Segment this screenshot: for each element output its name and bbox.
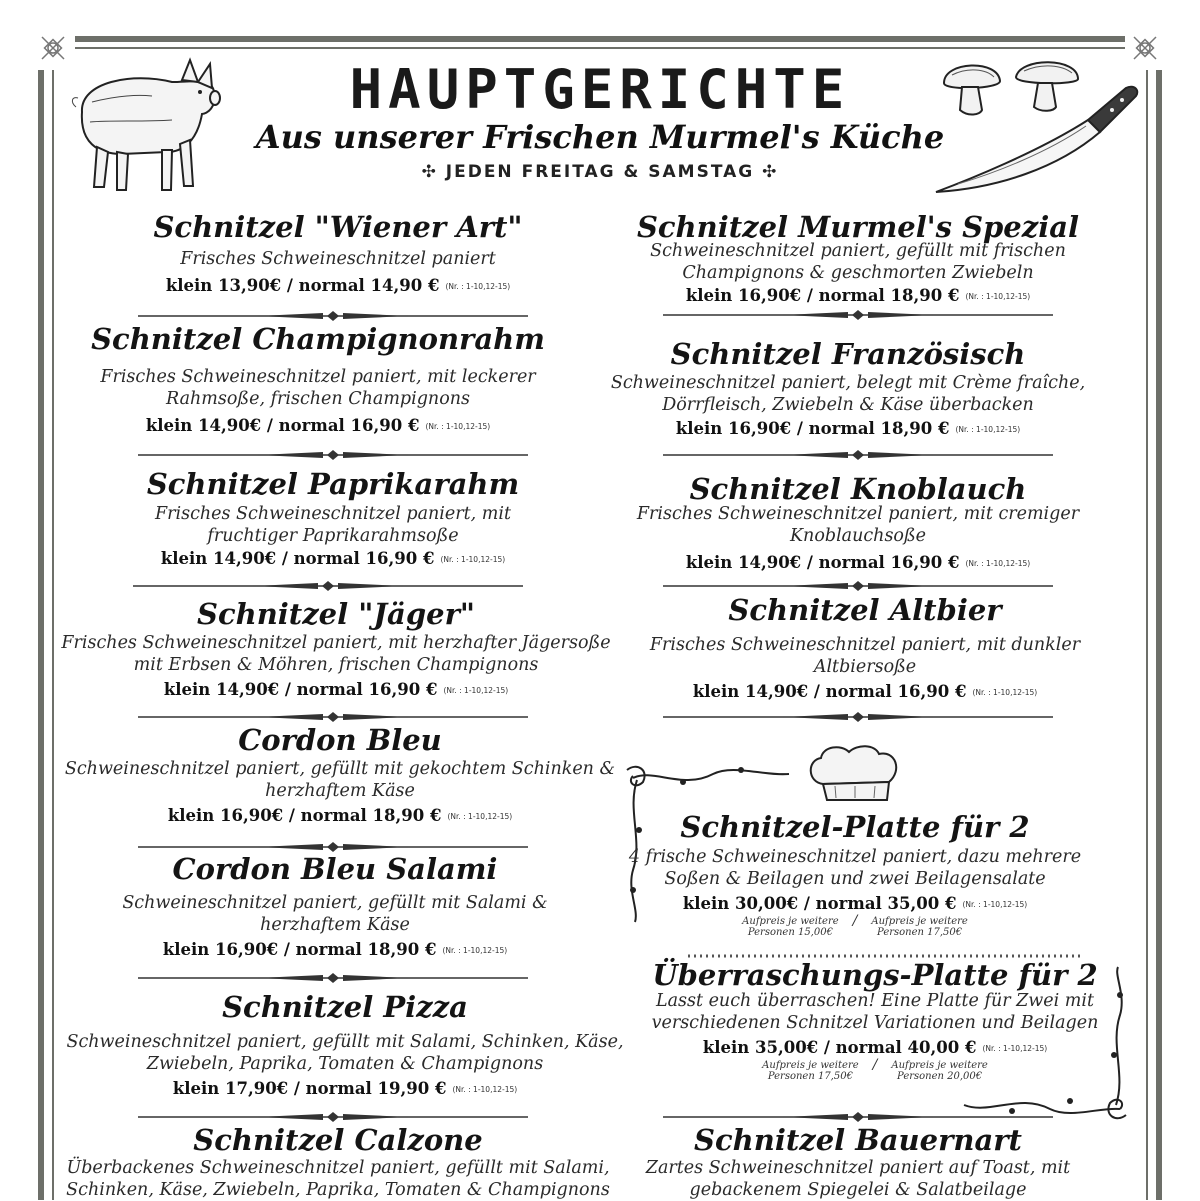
- allergen-note: (Nr. : 1-10,12-15): [972, 688, 1038, 697]
- allergen-note: (Nr. : 1-10,12-15): [452, 1085, 518, 1094]
- menu-item: [63, 467, 603, 568]
- item-description: Soßen & Beilagen und zwei Beilagensalate: [664, 869, 1046, 889]
- section-divider: [663, 449, 1053, 461]
- frame-left-rule-1: [38, 70, 44, 1200]
- item-name: Schnitzel Champignonrahm: [91, 322, 545, 356]
- item-name: Schnitzel-Platte für 2: [680, 810, 1030, 844]
- menu-item: [58, 597, 614, 699]
- item-price: klein 35,00€ / normal 40,00 € (Nr. : 1-10,12-15): [702, 1038, 1048, 1057]
- item-description: fruchtiger Paprikarahmsoße: [207, 526, 459, 546]
- surcharge-left: Personen 17,50€: [767, 1071, 853, 1082]
- item-name: Schnitzel "Wiener Art": [153, 210, 523, 244]
- surcharge-left: Personen 15,00€: [747, 927, 833, 938]
- allergen-note: (Nr. : 1-10,12-15): [442, 946, 508, 955]
- item-name: Überraschungs-Platte für 2: [652, 958, 1098, 992]
- menu-item: [58, 1123, 618, 1201]
- item-description: Schweineschnitzel paniert, gefüllt mit Salami &: [122, 893, 548, 913]
- allergen-note: (Nr. : 1-10,12-15): [955, 425, 1021, 434]
- item-name: Schnitzel Französisch: [670, 337, 1026, 371]
- section-divider: [138, 711, 528, 723]
- item-description: Überbackenes Schweineschnitzel paniert, gefüllt mit Salami,: [66, 1158, 610, 1178]
- menu-item: [598, 1123, 1118, 1201]
- allergen-note: (Nr. : 1-10,12-15): [965, 292, 1031, 301]
- item-name: Schnitzel "Jäger": [197, 597, 475, 631]
- item-description: mit Erbsen & Möhren, frischen Champignons: [133, 655, 539, 675]
- page-subtitle: Aus unserer Frischen Murmel's Küche: [255, 118, 945, 156]
- section-divider: [663, 1111, 1053, 1123]
- section-divider: [138, 841, 528, 853]
- menu-item: [598, 472, 1118, 572]
- item-description: gebackenem Spiegelei & Salatbeilage: [689, 1180, 1027, 1200]
- surcharge-info: [615, 1057, 1135, 1082]
- surcharge-separator: /: [852, 913, 858, 929]
- section-divider: [663, 309, 1053, 321]
- surcharge-left: Aufpreis je weitere: [762, 1060, 859, 1071]
- allergen-note: (Nr. : 1-10,12-15): [445, 282, 511, 291]
- section-divider: [663, 580, 1053, 592]
- item-description: Rahmsoße, frischen Champignons: [166, 389, 470, 409]
- item-description: Schinken, Käse, Zwiebeln, Paprika, Tomaten & Champignons: [66, 1180, 610, 1200]
- menu-item: [48, 322, 588, 435]
- allergen-note: (Nr. : 1-10,12-15): [443, 686, 509, 695]
- section-divider: [138, 972, 528, 984]
- allergen-note: (Nr. : 1-10,12-15): [425, 422, 491, 431]
- menu-item: [615, 958, 1135, 1082]
- menu-item: [588, 337, 1108, 438]
- item-price: klein 17,90€ / normal 19,90 € (Nr. : 1-10,12-15): [172, 1079, 518, 1098]
- item-price: klein 16,90€ / normal 18,90 € (Nr. : 1-10,12-15): [162, 940, 508, 959]
- surcharge-separator: /: [872, 1057, 878, 1073]
- section-divider: [133, 580, 523, 592]
- item-name: Schnitzel Murmel's Spezial: [636, 210, 1080, 244]
- surcharge-left: Aufpreis je weitere: [742, 916, 839, 927]
- item-description: 4 frische Schweineschnitzel paniert, dazu mehrere: [628, 847, 1082, 867]
- allergen-note: (Nr. : 1-10,12-15): [447, 812, 513, 821]
- surcharge-right: Aufpreis je weitere: [871, 916, 968, 927]
- section-divider: [138, 310, 528, 322]
- item-name: Cordon Bleu: [238, 723, 442, 757]
- item-price: klein 14,90€ / normal 16,90 € (Nr. : 1-10,12-15): [160, 549, 506, 568]
- item-description: herzhaftem Käse: [260, 915, 410, 935]
- frame-right-rule-1: [1156, 70, 1162, 1200]
- item-description: Schweineschnitzel paniert, gefüllt mit gekochtem Schinken &: [64, 759, 616, 779]
- surcharge-info: [605, 913, 1105, 938]
- item-name: Schnitzel Calzone: [193, 1123, 483, 1157]
- item-price: klein 14,90€ / normal 16,90 € (Nr. : 1-10,12-15): [685, 553, 1031, 572]
- item-description: herzhaftem Käse: [265, 781, 415, 801]
- allergen-note: (Nr. : 1-10,12-15): [962, 900, 1028, 909]
- surcharge-right: Personen 17,50€: [877, 927, 963, 938]
- item-name: Schnitzel Pizza: [222, 990, 468, 1024]
- menu-item: [605, 810, 1105, 938]
- item-price: klein 16,90€ / normal 18,90 € (Nr. : 1-10,12-15): [167, 806, 513, 825]
- frame-top-rule-2: [75, 47, 1125, 49]
- item-price: klein 14,90€ / normal 16,90 € (Nr. : 1-10,12-15): [145, 416, 491, 435]
- item-price: klein 16,90€ / normal 18,90 € (Nr. : 1-10,12-15): [685, 286, 1031, 305]
- chef-hat-illustration: [805, 742, 905, 804]
- item-name: Schnitzel Knoblauch: [689, 472, 1027, 506]
- page-title: HAUPTGERICHTE: [349, 58, 851, 121]
- item-description: Frisches Schweineschnitzel paniert, mit: [155, 504, 511, 524]
- frame-left-rule-2: [52, 70, 54, 1200]
- menu-item: [60, 990, 630, 1098]
- section-divider: [138, 1111, 528, 1123]
- menu-item: [605, 593, 1125, 701]
- item-name: Cordon Bleu Salami: [172, 852, 498, 886]
- item-description: verschiedenen Schnitzel Variationen und Beilagen: [651, 1013, 1099, 1033]
- item-description: Zwiebeln, Paprika, Tomaten & Champignons: [146, 1054, 544, 1074]
- item-price: klein 14,90€ / normal 16,90 € (Nr. : 1-10,12-15): [692, 682, 1038, 701]
- menu-item: [598, 210, 1118, 305]
- item-price: klein 13,90€ / normal 14,90 € (Nr. : 1-10,12-15): [165, 276, 511, 295]
- item-description: Frisches Schweineschnitzel paniert, mit leckerer: [100, 367, 536, 387]
- item-description: Knoblauchsoße: [789, 526, 927, 546]
- allergen-note: (Nr. : 1-10,12-15): [440, 555, 506, 564]
- allergen-note: (Nr. : 1-10,12-15): [965, 559, 1031, 568]
- item-price: klein 16,90€ / normal 18,90 € (Nr. : 1-10,12-15): [675, 419, 1021, 438]
- item-description: Champignons & geschmorten Zwiebeln: [682, 263, 1034, 283]
- item-description: Frisches Schweineschnitzel paniert, mit herzhafter Jägersoße: [61, 633, 611, 653]
- item-description: Dörrfleisch, Zwiebeln & Käse überbacken: [662, 395, 1034, 415]
- section-divider: [663, 711, 1053, 723]
- item-description: Frisches Schweineschnitzel paniert, mit cremiger: [636, 504, 1080, 524]
- item-description: Altbiersoße: [813, 657, 917, 677]
- item-description: Schweineschnitzel paniert, gefüllt mit Salami, Schinken, Käse,: [66, 1032, 624, 1052]
- section-divider: [138, 449, 528, 461]
- dotted-divider: [688, 950, 1083, 962]
- item-description: Frisches Schweineschnitzel paniert, mit dunkler: [649, 635, 1081, 655]
- item-name: Schnitzel Bauernart: [694, 1123, 1022, 1157]
- item-price: klein 14,90€ / normal 16,90 € (Nr. : 1-10,12-15): [163, 680, 509, 699]
- item-price: klein 30,00€ / normal 35,00 € (Nr. : 1-10,12-15): [682, 894, 1028, 913]
- item-description: Lasst euch überraschen! Eine Platte für Zwei mit: [655, 991, 1095, 1011]
- item-description: Schweineschnitzel paniert, gefüllt mit frischen: [650, 241, 1066, 261]
- item-description: Zartes Schweineschnitzel paniert auf Toast, mit: [645, 1158, 1071, 1178]
- allergen-note: (Nr. : 1-10,12-15): [982, 1044, 1048, 1053]
- item-name: Schnitzel Altbier: [728, 593, 1002, 627]
- opening-days: ✣ JEDEN FREITAG & SAMSTAG ✣: [421, 162, 779, 182]
- menu-item: [65, 852, 605, 959]
- item-description: Frisches Schweineschnitzel paniert: [180, 249, 496, 269]
- item-description: Schweineschnitzel paniert, belegt mit Crème fraîche,: [610, 373, 1086, 393]
- item-name: Schnitzel Paprikarahm: [146, 467, 520, 501]
- menu-item: [68, 210, 608, 295]
- frame-right-rule-2: [1146, 70, 1148, 1200]
- surcharge-right: Personen 20,00€: [897, 1071, 983, 1082]
- surcharge-right: Aufpreis je weitere: [891, 1060, 988, 1071]
- frame-top-rule-1: [75, 36, 1125, 42]
- menu-item: [55, 723, 625, 825]
